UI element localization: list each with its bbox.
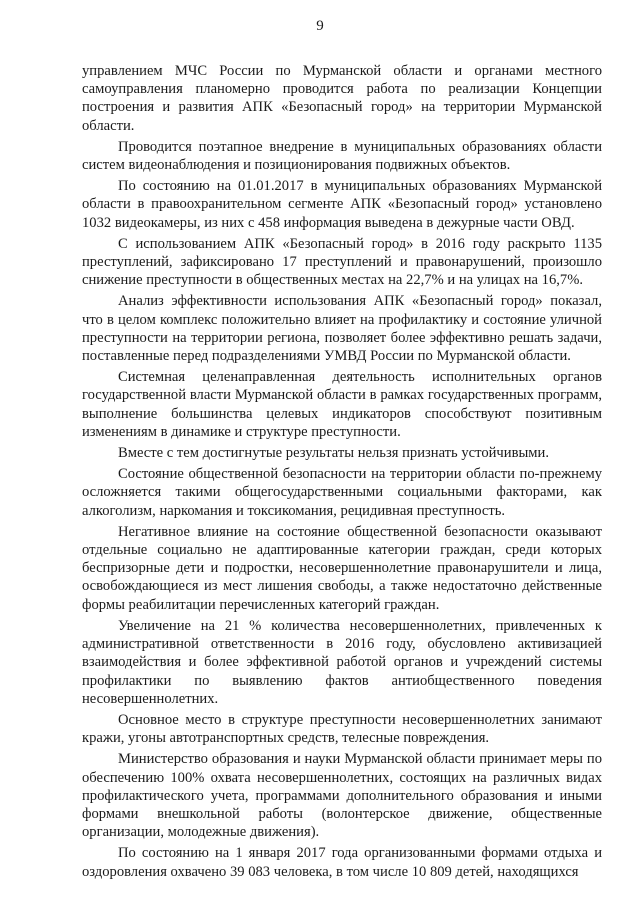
paragraph: Проводится поэтапное внедрение в муниципальных образованиях области систем видеонаблюдения и позиционирования подвижных объектов. xyxy=(82,138,602,174)
paragraph: Негативное влияние на состояние общественной безопасности оказывают отдельные социально не адаптированные категории граждан, среди которых беспризорные дети и подростки, несовершеннолетние правонарушители и лица, освобождающиеся из мест лишения свободы, а также недостаточно действенные формы реабилитации перечисленных категорий граждан. xyxy=(82,523,602,613)
page-number: 9 xyxy=(316,18,324,34)
paragraph: Состояние общественной безопасности на территории области по-прежнему осложняется такими общегосударственными социальными факторами, как алкоголизм, наркомания и токсикомания, рецидивная преступность. xyxy=(82,466,602,519)
paragraph: Системная целенаправленная деятельность исполнительных органов государственной власти Мурманской области в рамках государственных программ, выполнение большинства целевых индикаторов способствуют позитивным изменениям в динамике и структуре преступности. xyxy=(82,369,602,440)
paragraph: Основное место в структуре преступности несовершеннолетних занимают кражи, угоны автотранспортных средств, телесные повреждения. xyxy=(82,711,602,747)
document-body xyxy=(82,62,602,884)
paragraph: По состоянию на 1 января 2017 года организованными формами отдыха и оздоровления охвачено 39 083 человека, в том числе 10 809 детей, находящихся xyxy=(82,845,602,880)
paragraph: Министерство образования и науки Мурманской области принимает меры по обеспечению 100% охвата несовершеннолетних, состоящих на различных видах профилактического учета, программами дополнительного образования и иными формами внешкольной работы (волонтерское движение, общественные организации, молодежные движения). xyxy=(82,751,602,841)
paragraph: Увеличение на 21 % количества несовершеннолетних, привлеченных к административной ответственности в 2016 году, обусловлено активизацией взаимодействия и более эффективной работой органов и учреждений системы профилактики по выявлению фактов антиобщественного поведения несовершеннолетних. xyxy=(82,617,602,707)
paragraph: Вместе с тем достигнутые результаты нельзя признать устойчивыми. xyxy=(118,445,549,462)
paragraph: управлением МЧС России по Мурманской области и органами местного самоуправления планомерно проводится работа по реализации Концепции построения и развития АПК «Безопасный город» на территории Мурманской области. xyxy=(82,63,602,134)
paragraph: С использованием АПК «Безопасный город» в 2016 году раскрыто 1135 преступлений, зафиксировано 17 преступлений и правонарушений, произошло снижение преступности в общественных местах на 22,7% и на улицах на 16,7%. xyxy=(82,235,602,289)
paragraph: Анализ эффективности использования АПК «Безопасный город» показал, что в целом комплекс положительно влияет на профилактику и состояние уличной преступности на территории региона, позволяет более эффективно решать задачи, поставленные перед подразделениями УМВД России по Мурманской области. xyxy=(82,293,602,365)
paragraph: По состоянию на 01.01.2017 в муниципальных образованиях Мурманской области в правоохранительном сегменте АПК «Безопасный город» установлено 1032 видеокамеры, из них с 458 информация выведена в дежурные части ОВД. xyxy=(82,178,602,231)
